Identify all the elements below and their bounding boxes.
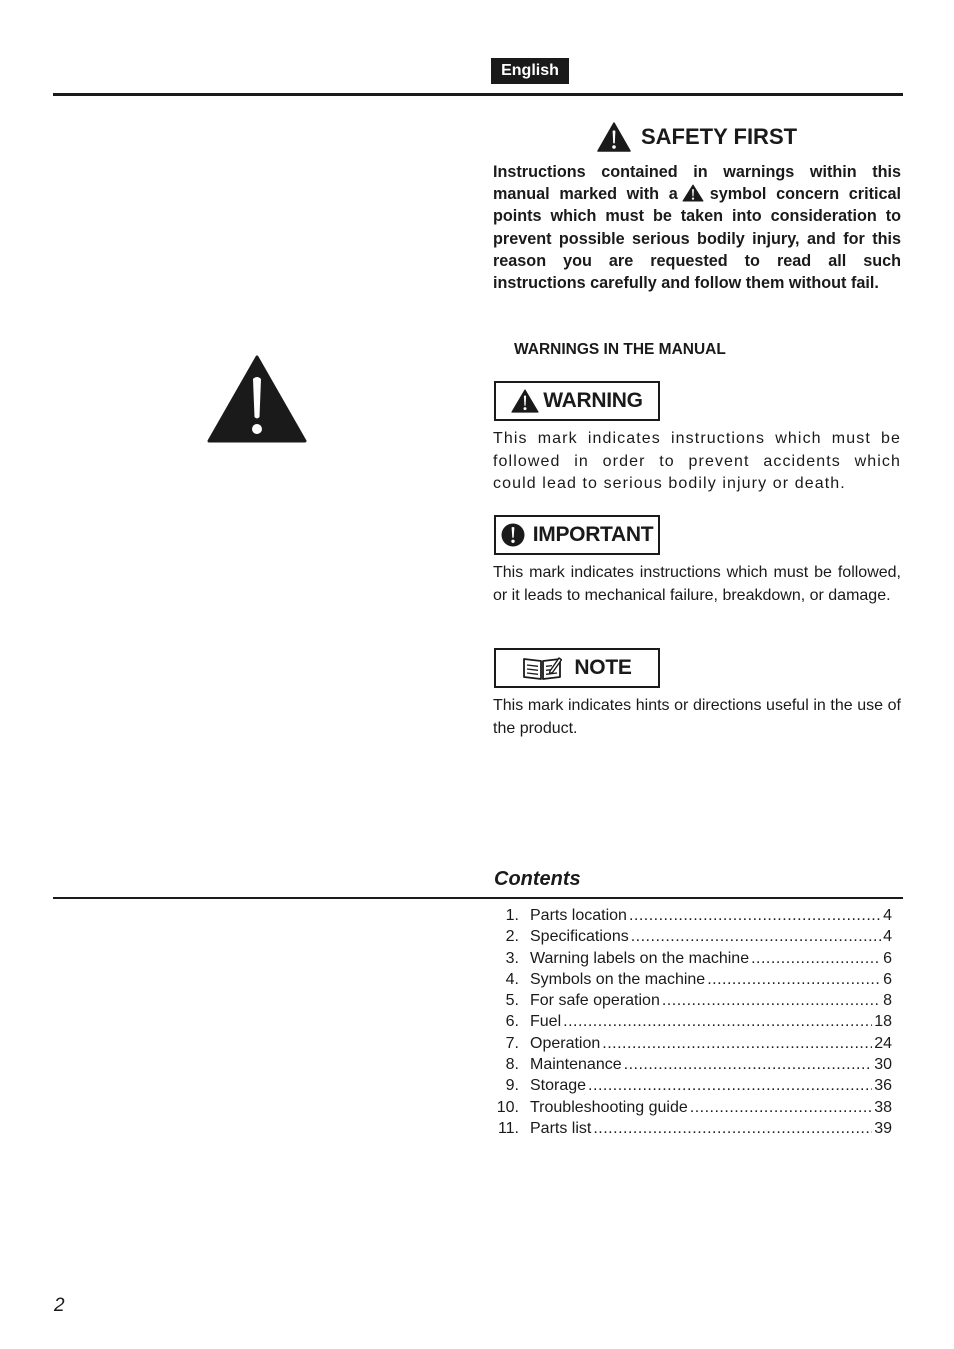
toc-entry-title: Operation — [530, 1034, 601, 1052]
warning-description: This mark indicates instructions which must be followed in order to prevent accidents which could lead to serious bodily injury or death. — [493, 430, 901, 492]
toc-entry-title: Storage — [530, 1077, 587, 1095]
toc-entry[interactable] — [494, 1118, 892, 1139]
toc-entry[interactable] — [494, 905, 892, 926]
toc-entry[interactable] — [494, 1097, 892, 1118]
toc-entry[interactable] — [494, 948, 892, 969]
toc-entry-title: Parts list — [530, 1119, 592, 1137]
safety-intro-text — [493, 161, 901, 294]
toc-entry-title: Warning labels on the machine — [530, 949, 750, 967]
warning-triangle-icon — [511, 389, 539, 413]
toc-entry[interactable] — [494, 926, 892, 947]
toc-entry-leader — [631, 926, 881, 947]
toc-entry-title: Specifications — [530, 928, 629, 946]
toc-entry-leader — [690, 1097, 872, 1118]
safety-first-heading — [597, 120, 797, 154]
toc-entry[interactable] — [494, 969, 892, 990]
toc-entry[interactable] — [494, 990, 892, 1011]
important-label: IMPORTANT — [532, 523, 654, 546]
toc-entry-page: 39 — [874, 1119, 892, 1137]
large-warning-triangle-icon — [207, 355, 307, 443]
toc-entry-page: 6 — [883, 970, 892, 988]
toc-entry-title: Parts location — [530, 907, 627, 924]
toc-entry-number: 4. — [505, 970, 519, 988]
safety-first-title: SAFETY FIRST — [641, 124, 798, 149]
toc-entry-page: 30 — [874, 1056, 892, 1074]
toc-entry-leader — [624, 1054, 873, 1075]
toc-entry[interactable] — [494, 1033, 892, 1054]
toc-entry-title: Troubleshooting guide — [530, 1098, 688, 1116]
toc-entry-number: 7. — [505, 1034, 519, 1052]
top-rule — [53, 93, 903, 96]
toc-entry-number: 2. — [505, 928, 519, 946]
important-description: This mark indicates instructions which must be followed, or it leads to mechanical failure, breakdown, or damage. — [493, 564, 901, 604]
toc-entry[interactable] — [494, 1054, 892, 1075]
toc-entry-title: For safe operation — [530, 992, 660, 1010]
safety-intro-part1: Instructions contained in warnings within this manual marked with a — [493, 163, 901, 204]
warning-triangle-icon — [682, 184, 704, 202]
warning-label-box — [494, 381, 660, 421]
contents-title: Contents — [494, 868, 581, 890]
warning-label: WARNING — [543, 389, 643, 412]
table-of-contents — [494, 905, 892, 1139]
toc-entry-leader — [662, 990, 881, 1011]
toc-entry-number: 5. — [505, 992, 519, 1010]
note-description: This mark indicates hints or directions useful in the use of the product. — [493, 697, 901, 737]
toc-entry-number: 1. — [505, 907, 519, 924]
toc-entry-title: Fuel — [530, 1013, 562, 1031]
warnings-section-title: WARNINGS IN THE MANUAL — [514, 341, 726, 358]
toc-entry-title: Symbols on the machine — [530, 970, 706, 988]
toc-entry-number: 11. — [497, 1119, 519, 1137]
toc-entry-leader — [593, 1118, 872, 1139]
toc-entry-leader — [563, 1011, 872, 1032]
toc-entry-number: 9. — [505, 1077, 519, 1095]
toc-entry-leader — [588, 1075, 872, 1096]
page-number: 2 — [54, 1295, 65, 1316]
toc-entry-number: 10. — [496, 1098, 519, 1116]
note-label: NOTE — [574, 656, 632, 679]
toc-entry-leader — [751, 948, 881, 969]
toc-entry-leader — [629, 905, 881, 926]
safety-intro-part2: symbol concern critical points which must be taken into consideration to prevent possible serious bodily injury, and for this reason you are requested to read all such instructions carefully and follow them without fail. — [493, 185, 901, 293]
note-book-icon — [522, 655, 562, 681]
toc-entry-number: 8. — [505, 1056, 519, 1074]
important-label-box — [494, 515, 660, 555]
toc-entry-page: 36 — [874, 1077, 892, 1095]
toc-entry-page: 6 — [883, 949, 892, 967]
toc-entry-leader — [602, 1033, 872, 1054]
toc-entry-page: 18 — [874, 1013, 892, 1031]
toc-entry-page: 4 — [883, 928, 892, 946]
toc-entry[interactable] — [494, 1011, 892, 1032]
important-exclamation-icon — [501, 523, 525, 547]
toc-entry-number: 6. — [505, 1013, 519, 1031]
toc-entry-page: 4 — [883, 907, 892, 924]
note-label-box — [494, 648, 660, 688]
toc-entry-leader — [707, 969, 881, 990]
toc-entry-page: 8 — [883, 992, 892, 1010]
toc-entry-number: 3. — [505, 949, 519, 967]
language-tag: English — [491, 58, 569, 84]
contents-rule — [53, 897, 903, 899]
toc-entry-page: 24 — [874, 1034, 892, 1052]
toc-entry[interactable] — [494, 1075, 892, 1096]
toc-entry-title: Maintenance — [530, 1056, 622, 1074]
toc-entry-page: 38 — [874, 1098, 892, 1116]
warning-triangle-icon — [597, 122, 631, 152]
